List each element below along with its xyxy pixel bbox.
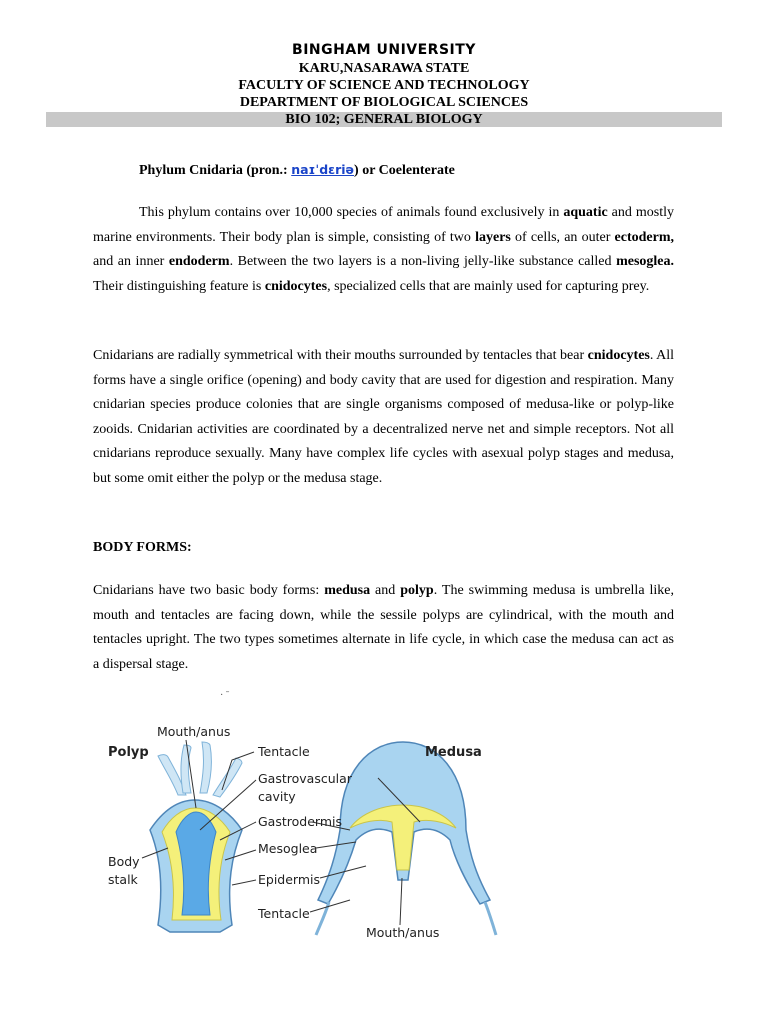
- paragraph-intro: This phylum contains over 10,000 species of animals found exclusively in aquatic and mostly marine environments. Their body plan is simple, consisting of two layers of cells, an outer ectoderm, and an inner endoderm. Between the two layers is a non-living jelly-like substance called mesoglea. Their distinguishing feature is cnidocytes, specialized cells that are mainly used for capturing prey.: [93, 205, 675, 294]
- stalk-label: stalk: [108, 872, 138, 887]
- mouth-anus-top-label: Mouth/anus: [157, 724, 231, 739]
- medusa-mesoglea: [350, 805, 456, 870]
- department-name: DEPARTMENT OF BIOLOGICAL SCIENCES: [239, 95, 529, 110]
- gastrodermis-label: Gastrodermis: [258, 814, 342, 829]
- polyp-tentacles: [158, 742, 242, 797]
- mouth-anus-bottom-label: Mouth/anus: [366, 925, 440, 940]
- stray-marks: · ˉ: [220, 690, 230, 701]
- epidermis-label: Epidermis: [258, 872, 321, 887]
- university-name: BINGHAM UNIVERSITY: [292, 42, 476, 58]
- body-label: Body: [108, 854, 140, 869]
- tentacle-top-label: Tentacle: [258, 744, 310, 759]
- body-forms-heading: BODY FORMS:: [93, 540, 192, 555]
- cavity-label: cavity: [258, 789, 296, 804]
- university-location: KARU,NASARAWA STATE: [298, 61, 470, 76]
- gastrovascular-label: Gastrovascular: [258, 771, 352, 786]
- course-bar: BIO 102; GENERAL BIOLOGY: [46, 112, 722, 127]
- mesoglea-label: Mesoglea: [258, 841, 318, 856]
- tentacle-bottom-label: Tentacle: [258, 906, 310, 921]
- faculty-name: FACULTY OF SCIENCE AND TECHNOLOGY: [238, 78, 530, 93]
- paragraph-body-forms: Cnidarians have two basic body forms: medusa and polyp. The swimming medusa is umbrella like, mouth and tentacles are facing down, while the sessile polyps are cylindrical, with the mouth and tentacles upright. The two types sometimes alternate in life cycle, in which case the medusa can act as a dispersal stage.: [93, 583, 674, 672]
- polyp-label: Polyp: [108, 745, 149, 760]
- section-heading: Phylum Cnidaria (pron.: naɪˈdɛriə) or Coelenterate: [139, 162, 455, 178]
- pronunciation-link[interactable]: naɪˈdɛriə: [291, 162, 355, 177]
- paragraph-symmetry: Cnidarians are radially symmetrical with their mouths surrounded by tentacles that bear cnidocytes. All forms have a single orifice (opening) and body cavity that are used for digestion and respiration. Many cnidarian species produce colonies that are single organisms composed of medusa-like or polyp-like zooids. Cnidarian activities are coordinated by a decentralized nerve net and simple receptors. Not all cnidarians reproduce sexually. Many have complex life cycles with asexual polyp stages and medusa, but some omit either the polyp or the medusa stage.: [93, 348, 674, 486]
- medusa-label: Medusa: [425, 745, 482, 760]
